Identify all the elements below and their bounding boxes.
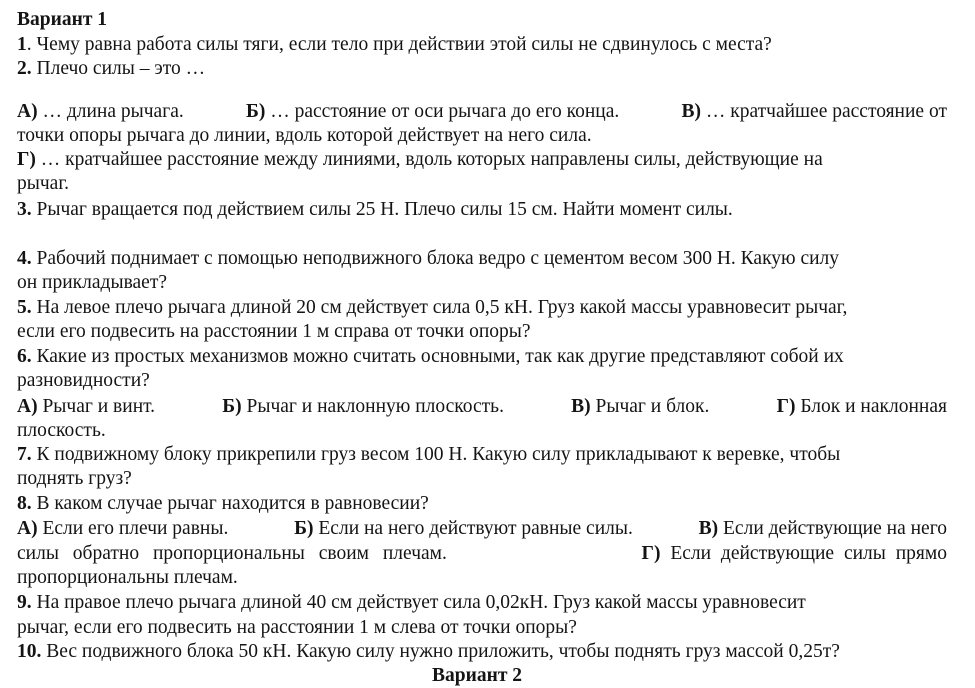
question-text: На левое плечо рычага длиной 20 см действует сила 0,5 кН. Груз какой массы уравновесит рычаг, xyxy=(31,297,848,318)
question-6 xyxy=(17,345,844,369)
question-text: К подвижному блоку прикрепили груз весом 100 Н. Какую силу прикладывают к веревке, чтобы xyxy=(31,444,841,465)
question-number: 3. xyxy=(17,199,32,220)
option-v-continuation: точки опоры рычага до линии, вдоль которой действует на него сила. xyxy=(17,125,592,146)
option-letter: В) xyxy=(698,518,719,539)
option-g-continuation: плоскость. xyxy=(17,420,106,441)
option-b xyxy=(246,100,619,124)
question-7 xyxy=(17,443,840,467)
question-6-options xyxy=(17,395,947,419)
option-text: Если действующие на него xyxy=(718,518,947,539)
option-g xyxy=(777,395,947,419)
option-letter: А) xyxy=(17,101,38,122)
option-text: Блок и наклонная xyxy=(795,396,947,417)
question-number: 6. xyxy=(17,346,32,367)
question-text: Какие из простых механизмов можно считать основными, так как другие представляют собой их xyxy=(31,346,844,367)
option-b xyxy=(294,517,633,541)
option-text: … длина рычага. xyxy=(37,101,184,122)
option-letter: Г) xyxy=(776,396,796,417)
question-1 xyxy=(17,33,772,57)
option-text: Рычаг и блок. xyxy=(590,396,710,417)
question-5-continuation: если его подвесить на расстоянии 1 м справа от точки опоры? xyxy=(17,321,531,342)
question-10 xyxy=(17,640,840,664)
option-v xyxy=(699,517,947,541)
question-9 xyxy=(17,591,806,615)
question-7-continuation: поднять груз? xyxy=(17,468,132,489)
option-v-continuation: силы обратно пропорциональны своим плечам. xyxy=(17,543,447,564)
next-variant-title: Вариант 2 xyxy=(432,665,523,686)
question-number: 1 xyxy=(17,34,27,55)
question-number: 8. xyxy=(17,493,32,514)
question-4-continuation: он прикладывает? xyxy=(17,272,168,293)
option-a xyxy=(17,517,228,541)
option-g-continuation: пропорциональны плечам. xyxy=(17,567,238,588)
question-text: В каком случае рычаг находится в равновесии? xyxy=(31,493,429,514)
question-2-options xyxy=(17,100,947,124)
question-number: 9. xyxy=(17,592,32,613)
question-number: 10. xyxy=(17,641,42,662)
question-text: Рабочий поднимает с помощью неподвижного блока ведро с цементом весом 300 Н. Какую силу xyxy=(31,248,840,269)
question-2 xyxy=(17,57,205,81)
question-text: Вес подвижного блока 50 кН. Какую силу нужно приложить, чтобы поднять груз массой 0,25т? xyxy=(41,641,840,662)
option-text: Если его плечи равны. xyxy=(37,518,229,539)
question-9-continuation: рычаг, если его подвесить на расстоянии 1 м слева от точки опоры? xyxy=(17,617,577,638)
option-letter: Г) xyxy=(17,149,36,170)
option-letter: В) xyxy=(571,396,591,417)
variant-title: Вариант 1 xyxy=(17,9,108,30)
option-v xyxy=(571,395,709,419)
question-6-continuation: разновидности? xyxy=(17,370,150,391)
option-b xyxy=(222,395,504,419)
option-text: … кратчайшее расстояние от xyxy=(700,101,947,122)
option-text: Рычаг и винт. xyxy=(37,396,156,417)
option-letter: Б) xyxy=(245,101,266,122)
question-text: На правое плечо рычага длиной 40 см действует сила 0,02кН. Груз какой массы уравновесит xyxy=(31,592,806,613)
question-number: 2. xyxy=(17,58,32,79)
question-4 xyxy=(17,247,839,271)
question-text: Плечо силы – это … xyxy=(31,58,206,79)
option-text: … кратчайшее расстояние между линиями, вдоль которых направлены силы, действующие на xyxy=(35,149,823,170)
option-v xyxy=(681,100,947,124)
option-text: Если на него действуют равные силы. xyxy=(313,518,633,539)
question-number: 7. xyxy=(17,444,32,465)
option-letter: Б) xyxy=(294,518,314,539)
option-letter: Г) xyxy=(641,543,661,564)
option-text: Рычаг и наклонную плоскость. xyxy=(241,396,504,417)
option-letter: В) xyxy=(681,101,701,122)
option-letter: А) xyxy=(17,396,38,417)
question-5 xyxy=(17,296,847,320)
option-g xyxy=(642,542,947,566)
option-g-continuation: рычаг. xyxy=(17,173,69,194)
question-8 xyxy=(17,492,429,516)
question-8-options-row2 xyxy=(17,542,947,566)
question-number: 5. xyxy=(17,297,32,318)
question-number: 4. xyxy=(17,248,32,269)
option-letter: А) xyxy=(17,518,38,539)
question-text: . Чему равна работа силы тяги, если тело при действии этой силы не сдвинулось с места? xyxy=(26,34,772,55)
option-a xyxy=(17,100,184,124)
option-letter: Б) xyxy=(222,396,242,417)
option-g xyxy=(17,148,823,172)
option-text: Если действующие силы прямо xyxy=(660,543,947,564)
question-3 xyxy=(17,198,733,222)
question-text: Рычаг вращается под действием силы 25 Н. Плечо силы 15 см. Найти момент силы. xyxy=(31,199,733,220)
question-8-options xyxy=(17,517,947,541)
option-text: … расстояние от оси рычага до его конца. xyxy=(265,101,620,122)
option-a xyxy=(17,395,155,419)
